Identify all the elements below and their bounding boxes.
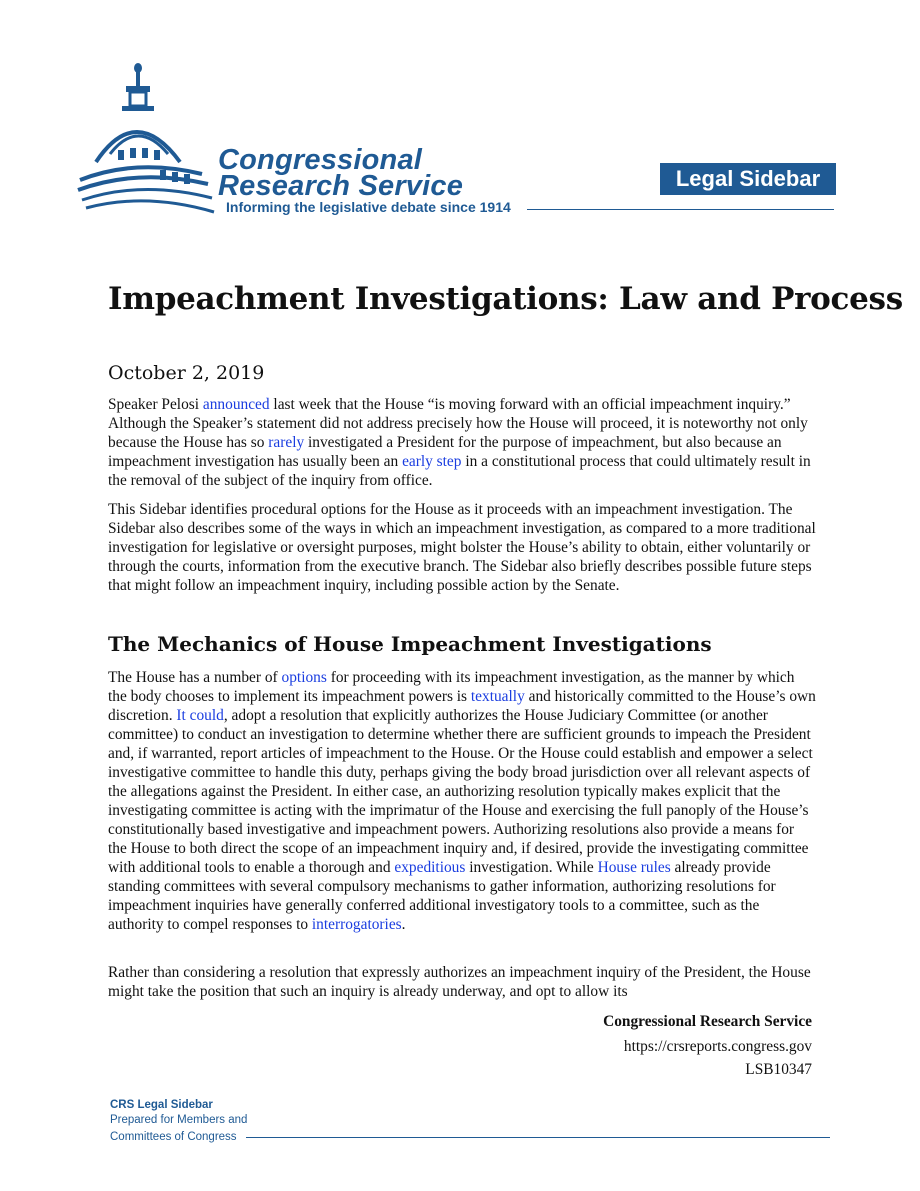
- paragraph-text: for proceeding with its impeachment investigation, as the manner by which the body chooses to implement its impeachment powers is: [108, 669, 795, 705]
- org-name-line1: Congressional: [218, 144, 423, 176]
- inline-link[interactable]: interrogatories: [311, 916, 402, 933]
- document-title: Impeachment Investigations: Law and Process: [108, 281, 903, 317]
- paragraph-text: The House has a number of: [108, 669, 282, 686]
- paragraph-text: investigation. While: [465, 859, 598, 876]
- org-name-line2: Research Service: [218, 170, 464, 202]
- inline-link[interactable]: It could: [176, 707, 224, 724]
- inline-link[interactable]: House rules: [597, 859, 671, 876]
- inline-link[interactable]: expeditious: [394, 859, 466, 876]
- paragraph-text: .: [401, 916, 406, 933]
- header-divider: [527, 209, 834, 210]
- footer-url[interactable]: https://crsreports.congress.gov: [623, 1038, 812, 1055]
- inline-link[interactable]: textually: [470, 688, 525, 705]
- org-tagline: Informing the legislative debate since 1914: [226, 199, 511, 215]
- inline-link[interactable]: early step: [402, 453, 462, 470]
- footer-prepared-for-line1: Prepared for Members and: [110, 1114, 248, 1126]
- paragraph-text: investigated a President for the purpose of impeachment, but also because an impeachment investigation has usually been an: [108, 434, 782, 470]
- paragraph-text: and historically committed to the House’s own discretion.: [108, 688, 816, 724]
- footer-org-name: Congressional Research Service: [603, 1013, 812, 1030]
- paragraph-text: Rather than considering a resolution that expressly authorizes an impeachment inquiry of the President, the House might take the position that such an inquiry is already underway, and opt to allow its: [108, 964, 811, 1000]
- paragraph-text: Speaker Pelosi: [108, 396, 203, 413]
- inline-link[interactable]: announced: [202, 396, 270, 413]
- footer-series-label: CRS Legal Sidebar: [110, 1099, 213, 1111]
- paragraph-text: in a constitutional process that could ultimately result in the removal of the subject of the inquiry from office.: [108, 453, 811, 489]
- document-date: October 2, 2019: [108, 362, 265, 384]
- paragraph-text: already provide standing committees with several compulsory mechanisms to gather information, authorizing resolutions for impeachment inquiries have generally conferred additional investigatory tools to a committee, such as the authority to compel responses to: [108, 859, 776, 933]
- paragraph-2: [108, 500, 816, 595]
- footer-divider: [246, 1137, 830, 1138]
- paragraph-text: , adopt a resolution that explicitly authorizes the House Judiciary Committee (or another committee) to conduct an investigation to determine whether there are sufficient grounds to impeach the President and, if warranted, report articles of impeachment to the House. Or the House could establish and empower a select investigative committee to handle this duty, perhaps giving the body broad jurisdiction over all relevant aspects of the allegations against the President. In either case, an authorizing resolution typically makes explicit that the investigating committee is acting with the imprimatur of the House and exercising the full panoply of the House’s constitutionally based investigative and impeachment powers. Authorizing resolutions also provide a means for the House to both direct the scope of an impeachment inquiry and, if desired, provide the investigating committee with additional tools to enable a thorough and: [108, 707, 813, 876]
- paragraph-1: [108, 395, 816, 490]
- legal-sidebar-badge: Legal Sidebar: [660, 163, 836, 195]
- capitol-dome-icon: [76, 62, 216, 214]
- paragraph-text: This Sidebar identifies procedural options for the House as it proceeds with an impeachment investigation. The Sidebar also describes some of the ways in which an impeachment investigation, as compared to a more traditional investigation for legislative or oversight purposes, might bolster the House’s ability to obtain, either voluntarily or through the courts, information from the executive branch. The Sidebar also briefly describes possible future steps that might follow an impeachment inquiry, including possible action by the Senate.: [108, 501, 816, 594]
- footer-doc-id: LSB10347: [745, 1061, 812, 1078]
- paragraph-4: [108, 963, 816, 1001]
- inline-link[interactable]: options: [281, 669, 327, 686]
- document-header: [0, 0, 920, 230]
- inline-link[interactable]: rarely: [268, 434, 305, 451]
- section-heading: The Mechanics of House Impeachment Investigations: [108, 632, 712, 656]
- paragraph-3: [108, 668, 816, 934]
- footer-prepared-for-line2: Committees of Congress: [110, 1131, 237, 1143]
- paragraph-text: last week that the House “is moving forward with an official impeachment inquiry.” Although the Speaker’s statement did not address precisely how the House will proceed, it is noteworthy not only because the House has so: [108, 396, 808, 451]
